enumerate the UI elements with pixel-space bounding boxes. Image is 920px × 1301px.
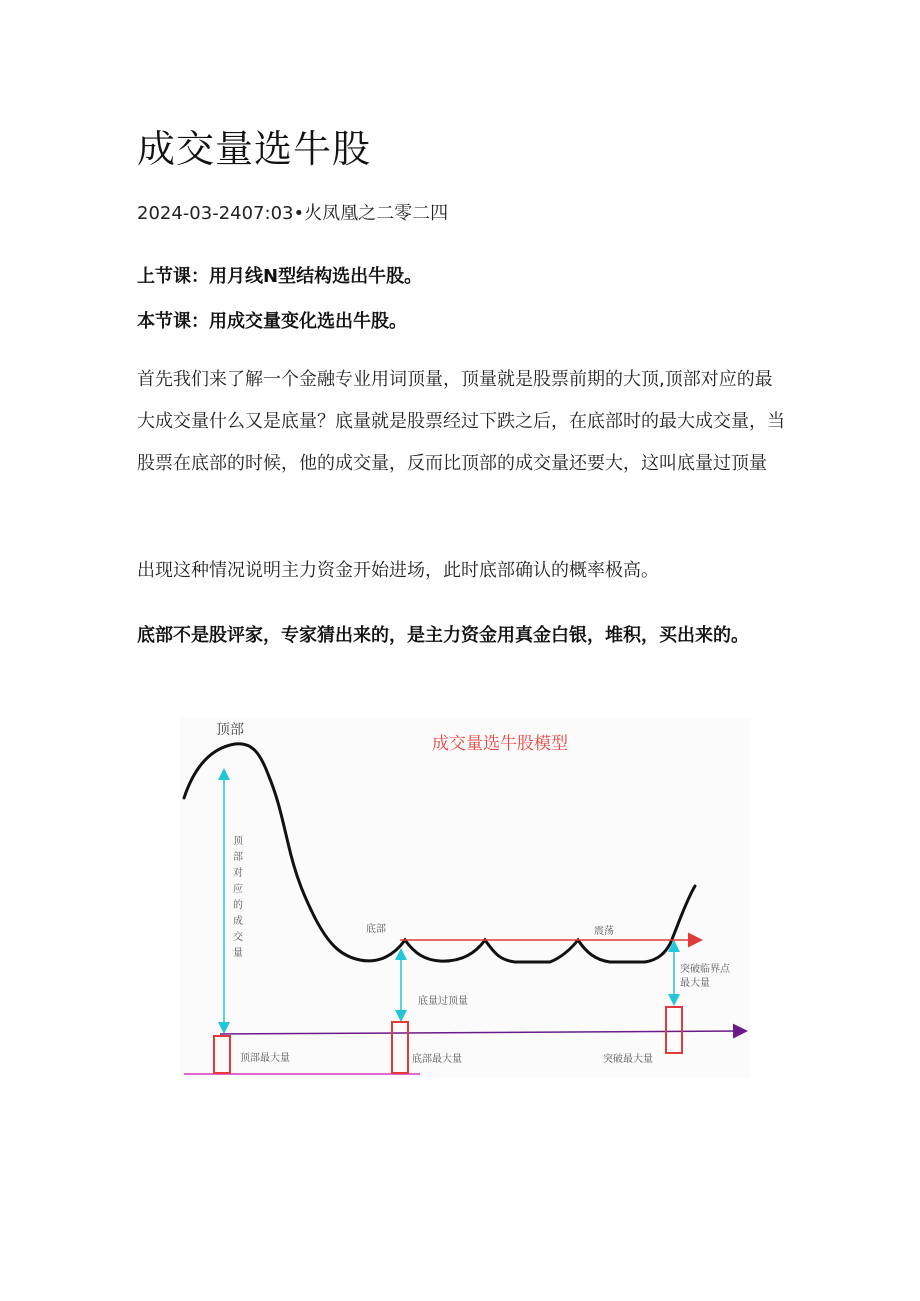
prev-lesson: 上节课：用月线N型结构选出牛股。 bbox=[137, 266, 423, 287]
vertical-label-char: 应 bbox=[233, 884, 243, 895]
vertical-label-char: 对 bbox=[233, 868, 243, 879]
label-breakout-line2: 最大量 bbox=[680, 978, 710, 989]
vertical-label-char: 的 bbox=[233, 900, 243, 911]
label-breakout-line1: 突破临界点 bbox=[680, 964, 730, 975]
vertical-label-char: 交 bbox=[233, 932, 243, 943]
this-lesson: 本节课：用成交量变化选出牛股。 bbox=[137, 311, 407, 332]
paragraph-emphasis: 底部不是股评家，专家猜出来的，是主力资金用真金白银，堆积，买出来的。 bbox=[137, 625, 749, 646]
volume-model-figure bbox=[180, 718, 750, 1078]
vertical-label-char: 成 bbox=[233, 916, 243, 927]
label-top-max-volume: 顶部最大量 bbox=[240, 1053, 290, 1064]
paragraph-signal: 出现这种情况说明主力资金开始进场，此时底部确认的概率极高。 bbox=[137, 560, 659, 581]
figure-background bbox=[180, 718, 750, 1078]
figure-title: 成交量选牛股模型 bbox=[432, 734, 568, 754]
vertical-label-char: 量 bbox=[233, 948, 243, 959]
paragraph-definition: 首先我们来了解一个金融专业用词顶量，顶量就是股票前期的大顶,顶部对应的最大成交量什么又是底量？底量就是股票经过下跌之后，在底部时的最大成交量，当股票在底部的时候，他的成交量，反而比顶部的成交量还要大，这叫底量过顶量 bbox=[137, 369, 785, 474]
page-title: 成交量选牛股 bbox=[137, 127, 372, 171]
label-breakout-max-volume: 突破最大量 bbox=[603, 1054, 653, 1065]
volume-model-diagram bbox=[180, 718, 750, 1078]
vertical-label-char: 顶 bbox=[233, 836, 243, 847]
label-bottom-max-volume: 底部最大量 bbox=[412, 1054, 462, 1065]
vertical-label-char: 部 bbox=[233, 852, 243, 863]
label-bottom-over-top: 底量过顶量 bbox=[418, 996, 468, 1007]
label-bottom: 底部 bbox=[366, 924, 386, 935]
label-shake: 震荡 bbox=[594, 926, 614, 937]
article-meta: 2024-03-2407:03•火凤凰之二零二四 bbox=[137, 203, 449, 224]
label-top: 顶部 bbox=[216, 722, 244, 738]
